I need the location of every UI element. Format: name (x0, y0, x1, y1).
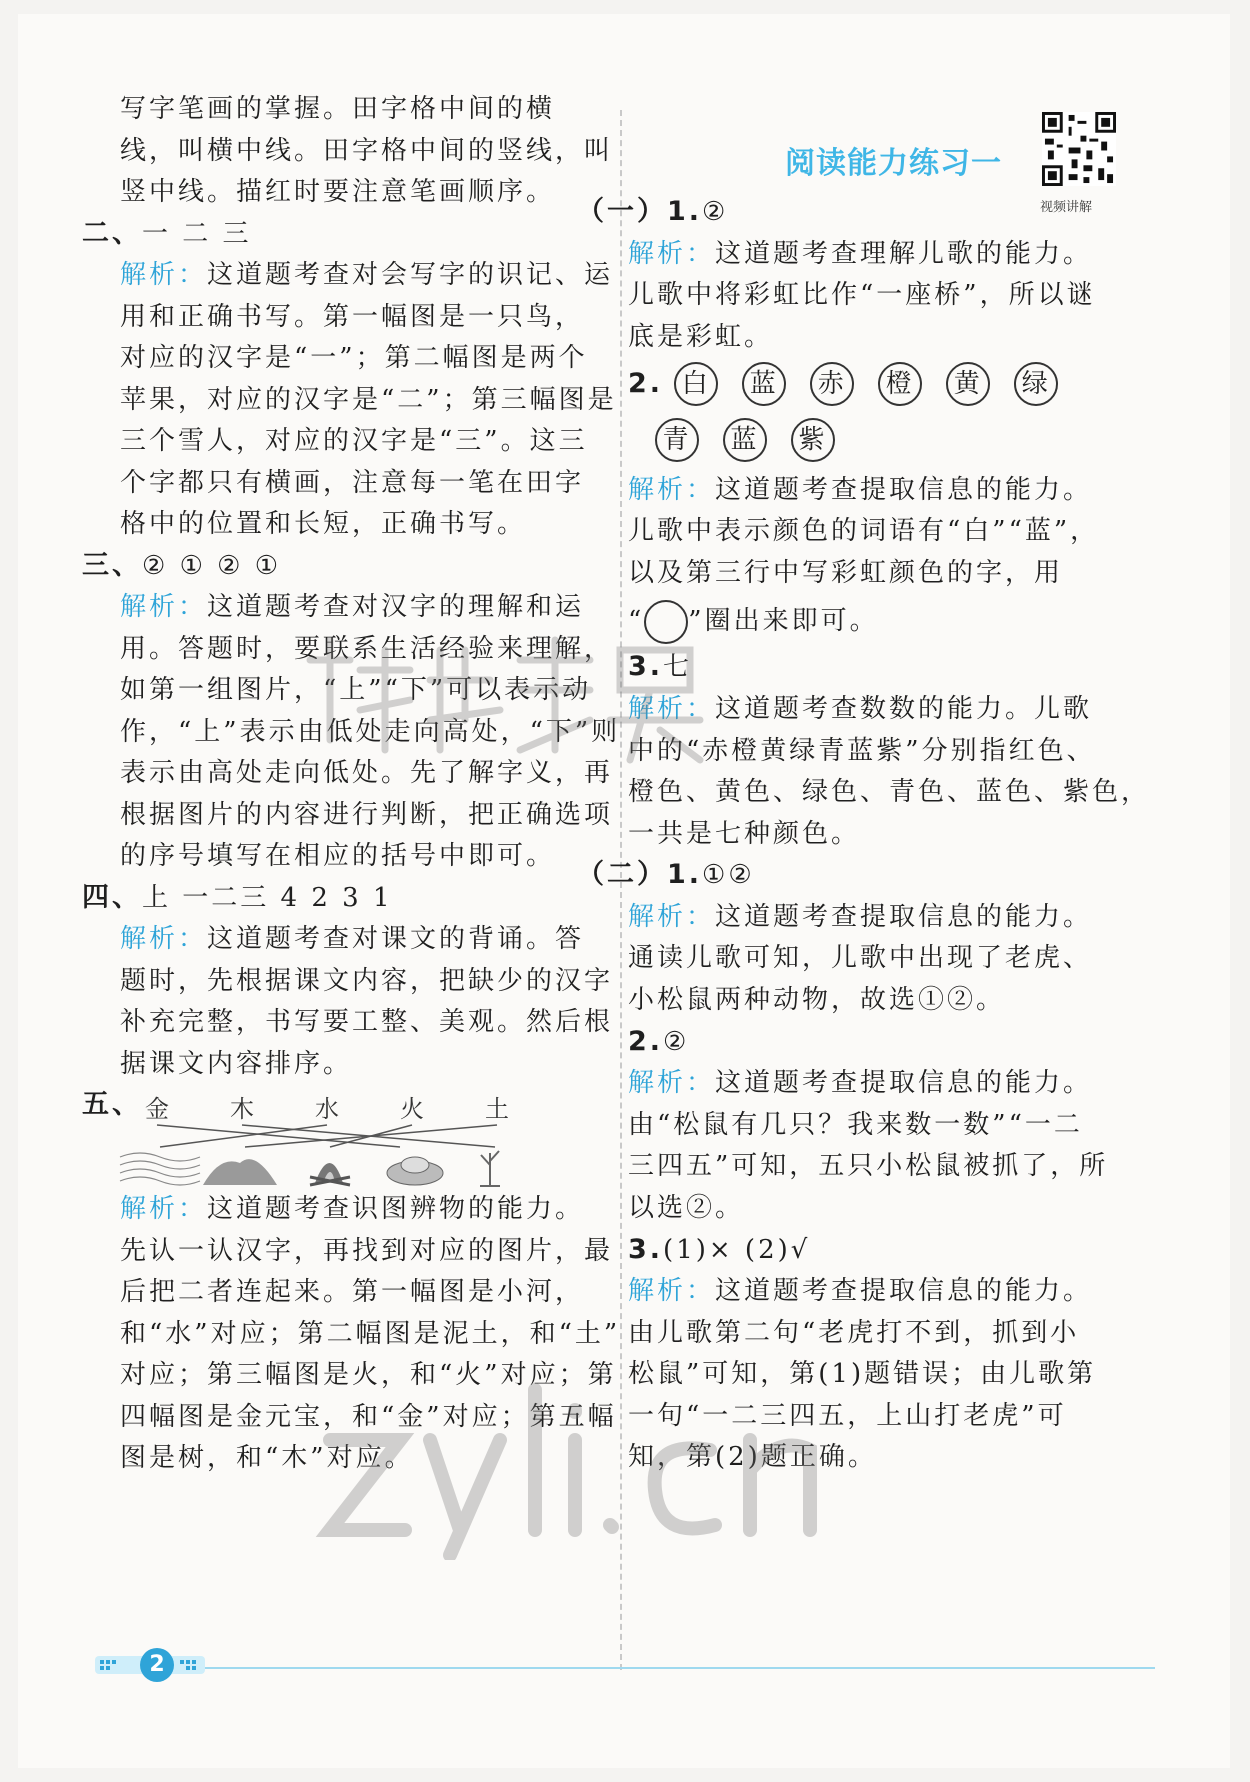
circled-char: 紫 (791, 418, 835, 462)
tree-picture (480, 1151, 500, 1186)
river-picture (120, 1153, 200, 1185)
explanation-line: 的序号填写在相应的括号中即可。 (120, 841, 556, 871)
circled-char: 白 (674, 362, 718, 406)
explanation-label: 解析： (628, 1276, 716, 1306)
matching-figure (115, 1085, 595, 1195)
explanation-line: 对应的汉字是“一”；第二幅图是两个 (120, 343, 588, 373)
question-number: 2. (628, 1026, 664, 1057)
explanation-line: 题时，先根据课文内容，把缺少的汉字 (120, 966, 614, 996)
explanation-line: 先认一认汉字，再找到对应的图片，最 (120, 1236, 614, 1266)
explanation-line: 橙色、黄色、绿色、青色、蓝色、紫色， (628, 777, 1151, 807)
explanation-line: 解析：这道题考查提取信息的能力。 (628, 475, 1093, 505)
explanation-line: 解析：这道题考查对会写字的识记、运 (120, 260, 614, 290)
explanation-line: 底是彩虹。 (628, 322, 774, 352)
explanation-line: 一句“一二三四五，上山打老虎”可 (628, 1401, 1067, 1431)
explanation-label: 解析： (120, 592, 208, 622)
question-number: （二）1. (577, 859, 703, 890)
char-shui: 水 (315, 1095, 339, 1123)
soil-picture (203, 1159, 277, 1185)
answer: ② (663, 1027, 690, 1057)
explanation-line: 如第一组图片，“上”“下”可以表示动 (120, 675, 592, 705)
char-tu: 土 (485, 1095, 509, 1123)
question-number: 3. (628, 1234, 664, 1265)
explanation-label: 解析： (120, 924, 208, 954)
explanation-line: 三个雪人，对应的汉字是“三”。这三 (120, 426, 588, 456)
text-line: 写字笔画的掌握。田字格中间的横 (120, 94, 556, 124)
explanation-label: 解析： (120, 260, 208, 290)
passage1-question-2 (628, 362, 1082, 406)
question-3 (82, 549, 281, 583)
char-huo: 火 (400, 1095, 424, 1123)
explanation-line: 知，第(2)题正确。 (628, 1442, 877, 1472)
explanation-line: 根据图片的内容进行判断，把正确选项 (120, 800, 614, 830)
question-number: 五、 (82, 1089, 142, 1120)
explanation-line: 以选②。 (628, 1193, 745, 1223)
explanation-line: 松鼠”可知，第(1)题错误；由儿歌第 (628, 1359, 1097, 1389)
explanation-line: 用和正确书写。第一幅图是一只鸟， (120, 302, 585, 332)
explanation-line: 据课文内容排序。 (120, 1049, 353, 1079)
explanation-line: 解析：这道题考查理解儿歌的能力。 (628, 239, 1093, 269)
circled-char: 蓝 (723, 418, 767, 462)
explanation-line: 儿歌中表示颜色的词语有“白”“蓝”， (628, 516, 1100, 546)
explanation-line: 用。答题时，要联系生活经验来理解， (120, 634, 614, 664)
explanation-label: 解析： (628, 902, 716, 932)
explanation-line: 解析：这道题考查对课文的背诵。答 (120, 924, 585, 954)
connect-lines (157, 1125, 497, 1147)
circled-char: 赤 (810, 362, 854, 406)
explanation-line: 四幅图是金元宝，和“金”对应；第五幅 (120, 1402, 617, 1432)
explanation-line: 和“水”对应；第二幅图是泥土，和“土” (120, 1319, 621, 1349)
question-number: 二、 (82, 218, 142, 249)
explanation-line: 补充完整，书写要工整、美观。然后根 (120, 1007, 614, 1037)
explanation-line: 作，“上”表示由低处走向高处，“下”则 (120, 717, 621, 747)
circled-char: 橙 (878, 362, 922, 406)
answer: ② (702, 197, 729, 227)
explanation-line: 由儿歌第二句“老虎打不到，抓到小 (628, 1318, 1080, 1348)
answer: (1)× (2)√ (663, 1235, 811, 1265)
watermark-url (310, 1380, 910, 1560)
answer: 七 (663, 652, 693, 682)
explanation-line: 解析：这道题考查提取信息的能力。 (628, 902, 1093, 932)
answer: 一 二 三 (142, 219, 252, 249)
question-2 (82, 217, 252, 251)
explanation-line: 个字都只有横画，注意每一笔在田字 (120, 468, 585, 498)
question-number: 三、 (82, 550, 142, 581)
page-number: 2 (140, 1648, 174, 1682)
explanation-line: 解析：这道题考查数数的能力。儿歌 (628, 694, 1093, 724)
circled-char: 绿 (1014, 362, 1058, 406)
question-number: 2. (628, 368, 664, 399)
explanation-line: 解析：这道题考查对汉字的理解和运 (120, 592, 585, 622)
explanation-line: 表示由高处走向低处。先了解字义，再 (120, 758, 614, 788)
gold-ingot-picture (387, 1157, 443, 1185)
question-4 (82, 881, 393, 915)
explanation-line: 由“松鼠有几只？我来数一数”“一二 (628, 1110, 1083, 1140)
question-number: 四、 (82, 882, 142, 913)
explanation-line: 解析：这道题考查识图辨物的能力。 (120, 1194, 585, 1224)
explanation-line: 小松鼠两种动物，故选①②。 (628, 985, 1006, 1015)
explanation-line: 解析：这道题考查提取信息的能力。 (628, 1276, 1093, 1306)
circled-char: 青 (655, 418, 699, 462)
passage2-question-2 (628, 1025, 689, 1059)
qr-code-icon (1042, 112, 1116, 186)
explanation-line: 中的“赤橙黄绿青蓝紫”分别指红色、 (628, 736, 1096, 766)
watermark-logo (290, 620, 710, 770)
explanation-label: 解析： (628, 239, 716, 269)
section-title: 阅读能力练习一 (785, 146, 1002, 181)
circled-char: 黄 (946, 362, 990, 406)
explanation-label: 解析： (120, 1194, 208, 1224)
explanation-line: 一共是七种颜色。 (628, 819, 861, 849)
explanation-line: 三四五”可知，五只小松鼠被抓了，所 (628, 1151, 1109, 1181)
explanation-line: 对应；第三幅图是火，和“火”对应；第 (120, 1360, 617, 1390)
explanation-line: 儿歌中将彩虹比作“一座桥”，所以谜 (628, 280, 1096, 310)
char-mu: 木 (230, 1095, 254, 1123)
question-number: （一）1. (577, 196, 703, 227)
explanation-label: 解析： (628, 694, 716, 724)
explanation-line: 解析：这道题考查提取信息的能力。 (628, 1068, 1093, 1098)
text-line: 线，叫横中线。田字格中间的竖线，叫 (120, 136, 614, 166)
explanation-line: 图是树，和“木”对应。 (120, 1443, 414, 1473)
circled-char: 蓝 (742, 362, 786, 406)
explanation-line: 后把二者连起来。第一幅图是小河， (120, 1277, 585, 1307)
passage2-question-1 (577, 858, 755, 892)
explanation-line: 苹果，对应的汉字是“二”；第三幅图是 (120, 385, 617, 415)
answer: ② ① ② ① (142, 551, 282, 581)
passage2-question-3 (628, 1233, 810, 1267)
explanation-line: 以及第三行中写彩虹颜色的字，用 (628, 558, 1064, 588)
explanation-line: 格中的位置和长短，正确书写。 (120, 509, 527, 539)
char-jin: 金 (145, 1095, 169, 1123)
explanation-label: 解析： (628, 1068, 716, 1098)
explanation-line: 通读儿歌可知，儿歌中出现了老虎、 (628, 943, 1093, 973)
footer-rule (155, 1667, 1155, 1669)
explanation-line: “ ”圈出来即可。 (628, 600, 879, 644)
circled-row-2 (655, 418, 859, 462)
answer: 上 一二三 4 2 3 1 (142, 883, 393, 913)
question-number: 3. (628, 651, 664, 682)
explanation-label: 解析： (628, 475, 716, 505)
qr-caption: 视频讲解 (1040, 200, 1093, 215)
text-line: 竖中线。描红时要注意笔画顺序。 (120, 177, 556, 207)
fire-picture (310, 1163, 350, 1185)
answer: ①② (702, 860, 755, 890)
passage1-question-1 (577, 195, 728, 229)
